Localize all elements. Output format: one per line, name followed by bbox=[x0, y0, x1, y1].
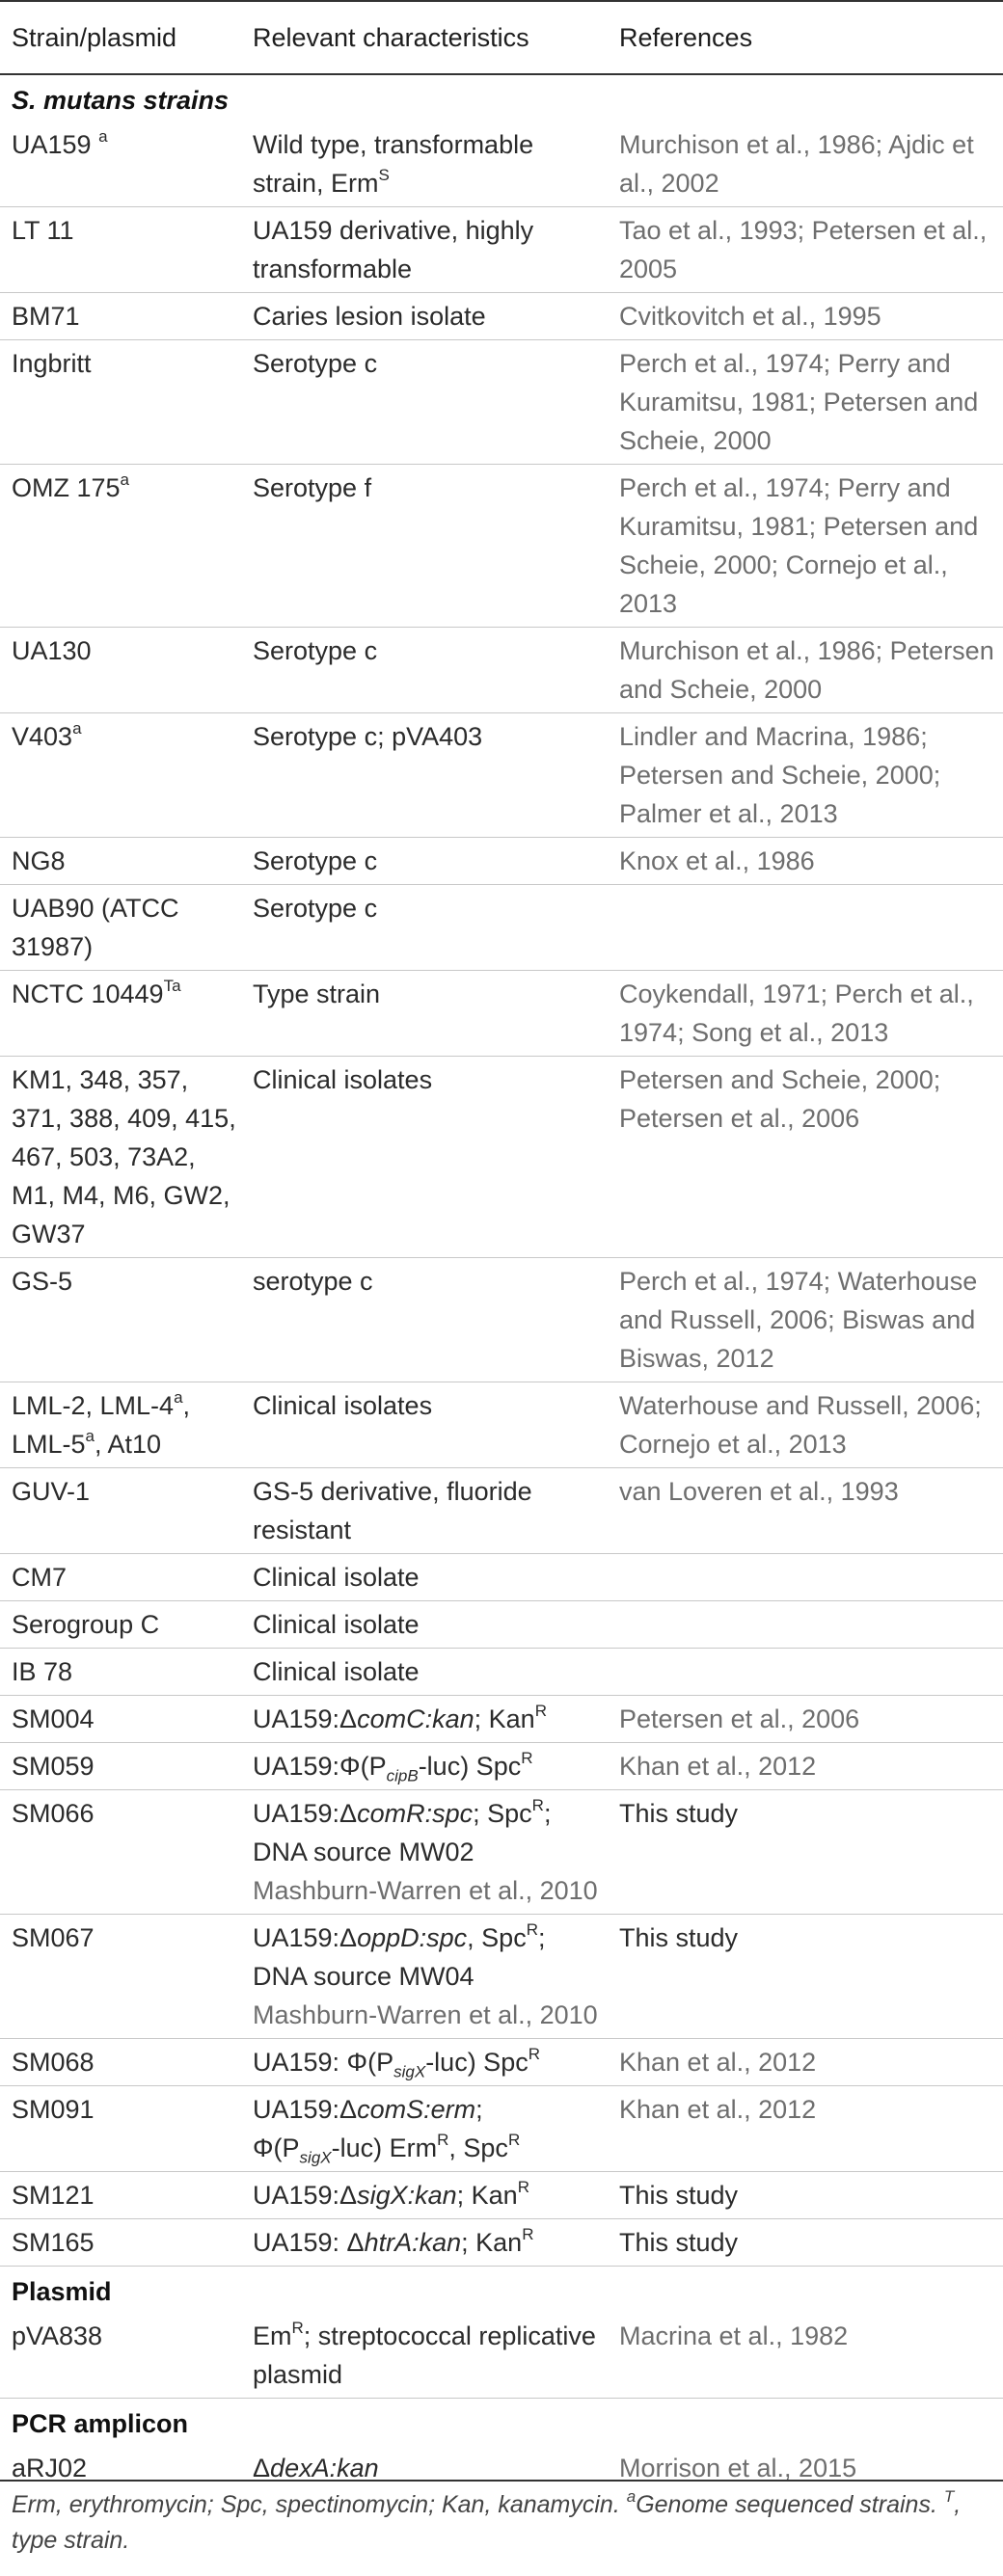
section-plasmid: Plasmid bbox=[12, 2277, 112, 2306]
strain-name: , LML-5 bbox=[12, 1391, 191, 1459]
characteristics: Serotype c bbox=[253, 636, 378, 665]
table-row bbox=[0, 2086, 1003, 2172]
header-row bbox=[0, 1, 1003, 74]
table-row bbox=[0, 293, 1003, 340]
table-row bbox=[0, 2313, 1003, 2399]
characteristics: -luc) Spc bbox=[418, 1752, 522, 1781]
superscript: R bbox=[517, 2178, 529, 2196]
superscript: R bbox=[521, 1749, 533, 1767]
characteristics: Clinical isolates bbox=[253, 1391, 433, 1420]
table-row bbox=[0, 1743, 1003, 1790]
strain-name: SM059 bbox=[12, 1752, 95, 1781]
promoter: sigX bbox=[393, 2062, 426, 2081]
table-row bbox=[0, 2039, 1003, 2086]
characteristics: UA159:Δ bbox=[253, 2181, 358, 2210]
reference: Perch et al., 1974; Perry and Kuramitsu, 1981; Petersen and Scheie, 2000 bbox=[619, 349, 979, 455]
characteristics: -luc) Spc bbox=[425, 2048, 529, 2077]
characteristics: ; Kan bbox=[461, 2228, 523, 2257]
reference: Lindler and Macrina, 1986; Petersen and Scheie, 2000; Palmer et al., 2013 bbox=[619, 722, 941, 828]
strain-name: V403 bbox=[12, 722, 73, 751]
table-row bbox=[0, 340, 1003, 465]
superscript: R bbox=[522, 2225, 534, 2243]
strain-name: SM066 bbox=[12, 1799, 95, 1828]
characteristics: ; Spc bbox=[473, 1799, 532, 1828]
reference: This study bbox=[619, 2228, 739, 2257]
characteristics: Clinical isolates bbox=[253, 1065, 433, 1094]
table-row bbox=[0, 1696, 1003, 1743]
characteristics: UA159: Φ(P bbox=[253, 2048, 394, 2077]
strain-name: UA130 bbox=[12, 636, 92, 665]
table-row bbox=[0, 2172, 1003, 2219]
strain-name: GUV-1 bbox=[12, 1477, 91, 1506]
reference: This study bbox=[619, 2181, 739, 2210]
strain-name: CM7 bbox=[12, 1563, 68, 1592]
characteristics: Serotype c bbox=[253, 894, 378, 923]
characteristics: Clinical isolate bbox=[253, 1610, 420, 1639]
strain-name: NCTC 10449 bbox=[12, 979, 164, 1008]
table-row bbox=[0, 207, 1003, 293]
characteristics: Wild type, transformable strain, Erm bbox=[253, 130, 534, 198]
footnote-marker: Ta bbox=[163, 977, 181, 995]
footnote-marker: a bbox=[626, 2486, 637, 2506]
reference: Macrina et al., 1982 bbox=[619, 2321, 849, 2350]
footnote-marker: a bbox=[72, 719, 82, 738]
genotype: sigX:kan bbox=[357, 2181, 457, 2210]
characteristics: UA159:Δ bbox=[253, 1799, 358, 1828]
strain-name: OMZ 175 bbox=[12, 473, 121, 502]
characteristics: Clinical isolate bbox=[253, 1657, 420, 1686]
superscript: R bbox=[534, 1702, 547, 1720]
section-pcr-amplicon: PCR amplicon bbox=[12, 2409, 189, 2438]
strain-name: aRJ02 bbox=[12, 2454, 88, 2482]
characteristics: ; bbox=[475, 2095, 483, 2124]
superscript: R bbox=[291, 2319, 304, 2337]
characteristics: Serotype f bbox=[253, 473, 372, 502]
characteristics: ; bbox=[543, 1799, 552, 1828]
table-row bbox=[0, 1601, 1003, 1649]
footnote-marker: T bbox=[943, 2486, 955, 2506]
characteristics: Serotype c bbox=[253, 349, 378, 378]
strain-name: SM067 bbox=[12, 1923, 95, 1952]
characteristics: ; Kan bbox=[456, 2181, 518, 2210]
footnote-text: , type strain. bbox=[12, 2491, 962, 2554]
strain-name: SM121 bbox=[12, 2181, 95, 2210]
reference: Knox et al., 1986 bbox=[619, 846, 815, 875]
section-row bbox=[0, 2267, 1003, 2314]
strain-name: Ingbritt bbox=[12, 349, 92, 378]
characteristics: ; Kan bbox=[474, 1704, 535, 1733]
characteristics: , Spc bbox=[467, 1923, 527, 1952]
reference: Waterhouse and Russell, 2006; Cornejo et al., 2013 bbox=[619, 1391, 982, 1459]
footnote-text: Genome sequenced strains. bbox=[636, 2491, 944, 2518]
superscript: R bbox=[507, 2131, 521, 2149]
table-row bbox=[0, 971, 1003, 1057]
table-row bbox=[0, 838, 1003, 885]
promoter: cipB bbox=[386, 1766, 419, 1785]
reference bbox=[608, 1554, 1003, 1601]
characteristics: Type strain bbox=[253, 979, 381, 1008]
genotype: dexA:kan bbox=[270, 2454, 379, 2482]
table-row bbox=[0, 1554, 1003, 1601]
reference: This study bbox=[619, 1923, 739, 1952]
strain-name: UAB90 (ATCC 31987) bbox=[12, 894, 179, 961]
characteristics: Δ bbox=[253, 2454, 271, 2482]
table-row bbox=[0, 1057, 1003, 1258]
characteristics: -luc) Erm bbox=[331, 2133, 438, 2162]
genotype: comC:kan bbox=[357, 1704, 474, 1733]
characteristics: UA159 derivative, highly transformable bbox=[253, 216, 534, 283]
characteristics: DNA source MW02 bbox=[253, 1838, 474, 1866]
superscript: R bbox=[526, 1920, 538, 1939]
promoter: sigX bbox=[299, 2148, 332, 2167]
table-row bbox=[0, 713, 1003, 838]
characteristics: ; bbox=[537, 1923, 546, 1952]
genotype: comS:erm bbox=[357, 2095, 476, 2124]
characteristics: UA159:Δ bbox=[253, 1704, 358, 1733]
characteristics: Serotype c; pVA403 bbox=[253, 722, 483, 751]
footnote-marker: a bbox=[174, 1388, 183, 1407]
characteristics: Serotype c bbox=[253, 846, 378, 875]
table-row bbox=[0, 2219, 1003, 2267]
reference: Khan et al., 2012 bbox=[619, 2048, 817, 2077]
strain-name: LML-2, LML-4 bbox=[12, 1391, 175, 1420]
strain-name: SM165 bbox=[12, 2228, 95, 2257]
section-row bbox=[0, 2399, 1003, 2446]
table-row bbox=[0, 885, 1003, 971]
strain-name: pVA838 bbox=[12, 2321, 103, 2350]
dna-source-reference: Mashburn-Warren et al., 2010 bbox=[253, 2000, 598, 2029]
reference: Petersen and Scheie, 2000; Petersen et al., 2006 bbox=[619, 1065, 941, 1133]
strain-name: LT 11 bbox=[12, 216, 74, 245]
reference: Cvitkovitch et al., 1995 bbox=[619, 302, 881, 331]
characteristics: serotype c bbox=[253, 1267, 373, 1296]
superscript: S bbox=[378, 166, 390, 184]
characteristics: , Spc bbox=[448, 2133, 508, 2162]
table-row bbox=[0, 1790, 1003, 1915]
characteristics: ; streptococcal replicative plasmid bbox=[253, 2321, 596, 2389]
characteristics: Φ(P bbox=[253, 2133, 300, 2162]
genotype: htrA:kan bbox=[364, 2228, 462, 2257]
strain-name: , At10 bbox=[95, 1430, 162, 1459]
strain-name: Serogroup C bbox=[12, 1610, 160, 1639]
reference: Morrison et al., 2015 bbox=[619, 2454, 857, 2482]
strain-name: KM1, 348, 357, 371, 388, 409, 415, 467, 503, 73A2, M1, M4, M6, GW2, GW37 bbox=[12, 1065, 236, 1248]
characteristics: UA159:Δ bbox=[253, 2095, 358, 2124]
footnote-marker: a bbox=[98, 127, 108, 146]
strain-name: BM71 bbox=[12, 302, 80, 331]
reference: Murchison et al., 1986; Ajdic et al., 2002 bbox=[619, 130, 974, 198]
reference: Khan et al., 2012 bbox=[619, 2095, 817, 2124]
characteristics: Clinical isolate bbox=[253, 1563, 420, 1592]
table-row bbox=[0, 121, 1003, 207]
genotype: oppD:spc bbox=[357, 1923, 468, 1952]
reference bbox=[608, 1649, 1003, 1696]
header-references: References bbox=[608, 1, 1003, 74]
reference bbox=[608, 885, 1003, 971]
reference: Perch et al., 1974; Perry and Kuramitsu, 1981; Petersen and Scheie, 2000; Cornejo et al., 2013 bbox=[619, 473, 979, 618]
reference: Petersen et al., 2006 bbox=[619, 1704, 860, 1733]
table-footnote bbox=[12, 2487, 995, 2559]
strain-name: SM068 bbox=[12, 2048, 95, 2077]
superscript: R bbox=[528, 2045, 540, 2063]
reference: Coykendall, 1971; Perch et al., 1974; Song et al., 2013 bbox=[619, 979, 974, 1047]
dna-source-reference: Mashburn-Warren et al., 2010 bbox=[253, 1876, 598, 1905]
table-row bbox=[0, 1468, 1003, 1554]
characteristics: UA159:Δ bbox=[253, 1923, 358, 1952]
strain-name: NG8 bbox=[12, 846, 66, 875]
characteristics: Caries lesion isolate bbox=[253, 302, 486, 331]
reference: van Loveren et al., 1993 bbox=[619, 1477, 899, 1506]
superscript: R bbox=[437, 2131, 449, 2149]
characteristics: GS-5 derivative, fluoride resistant bbox=[253, 1477, 532, 1544]
table-row bbox=[0, 1649, 1003, 1696]
footnote-marker: a bbox=[85, 1427, 95, 1445]
strain-name: IB 78 bbox=[12, 1657, 73, 1686]
strain-name: SM091 bbox=[12, 2095, 95, 2124]
reference: This study bbox=[619, 1799, 739, 1828]
reference: Khan et al., 2012 bbox=[619, 1752, 817, 1781]
footnote-marker: a bbox=[120, 470, 130, 489]
strain-name: UA159 bbox=[12, 130, 92, 159]
characteristics: UA159: Δ bbox=[253, 2228, 365, 2257]
strain-name: SM004 bbox=[12, 1704, 95, 1733]
table-row bbox=[0, 628, 1003, 713]
footnote-divider bbox=[0, 2480, 1003, 2482]
section-strains: S. mutans strains bbox=[12, 86, 230, 115]
header-strain: Strain/plasmid bbox=[0, 1, 241, 74]
section-row bbox=[0, 74, 1003, 121]
strain-name: GS-5 bbox=[12, 1267, 73, 1296]
table-row bbox=[0, 465, 1003, 628]
table-row bbox=[0, 1382, 1003, 1468]
header-characteristics: Relevant characteristics bbox=[241, 1, 608, 74]
table-row bbox=[0, 2445, 1003, 2491]
reference bbox=[608, 1601, 1003, 1649]
reference: Tao et al., 1993; Petersen et al., 2005 bbox=[619, 216, 988, 283]
table-row bbox=[0, 1258, 1003, 1382]
characteristics: Em bbox=[253, 2321, 292, 2350]
genotype: comR:spc bbox=[357, 1799, 474, 1828]
superscript: R bbox=[531, 1796, 544, 1814]
characteristics: DNA source MW04 bbox=[253, 1962, 474, 1991]
reference: Perch et al., 1974; Waterhouse and Russell, 2006; Biswas and Biswas, 2012 bbox=[619, 1267, 978, 1373]
footnote-text: Erm, erythromycin; Spc, spectinomycin; Kan, kanamycin. bbox=[12, 2491, 627, 2518]
characteristics: UA159:Φ(P bbox=[253, 1752, 387, 1781]
reference: Murchison et al., 1986; Petersen and Scheie, 2000 bbox=[619, 636, 994, 704]
table-row bbox=[0, 1915, 1003, 2039]
